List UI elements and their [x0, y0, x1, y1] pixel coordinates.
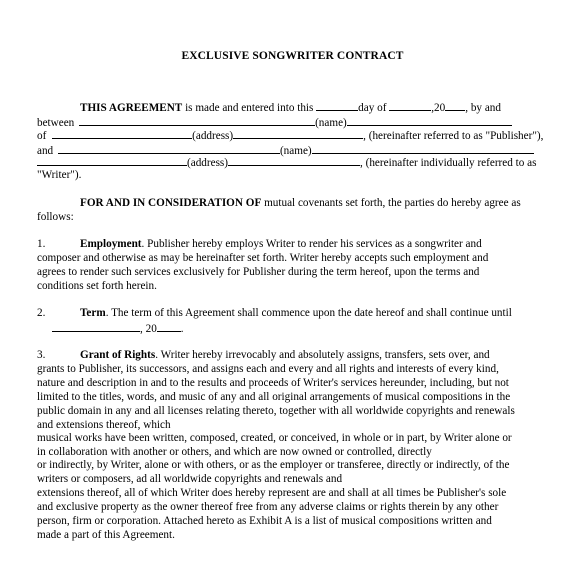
grant-line-11: extensions thereof, all of which Writer does hereby represent are and shall at all times be Publisher's sole: [37, 487, 507, 499]
employment-number: 1.: [37, 238, 46, 250]
publisher-address-blank[interactable]: [52, 128, 192, 139]
term-line-2: , 20 .: [52, 321, 184, 337]
term-text-1: . The term of this Agreement shall commence upon the date hereof and shall continue until: [105, 307, 512, 319]
grant-line-12: and exclusive property as the owner thereof free from any adverse claims or rights therein by any other: [37, 501, 499, 513]
grant-number: 3.: [37, 349, 46, 361]
grant-line-7: musical works have been written, composed, created, or conceived, in whole or in part, by Writer alone or: [37, 432, 512, 444]
writer-address-blank[interactable]: [228, 155, 360, 166]
of-label: of: [37, 130, 50, 142]
grant-line-3: nature and description in and to the results and proceeds of Writer's services hereunder, including, but not: [37, 377, 509, 389]
consideration-line-2: [37, 211, 74, 225]
name-label: (name): [315, 117, 347, 129]
grant-line-10: writers or composers, ad all worldwide copyrights and renewals and: [37, 473, 343, 485]
employment-text-1: . Publisher hereby employs Writer to render his services as a songwriter and: [141, 238, 482, 250]
grant-line-13: person, firm or corporation. Attached hereto as Exhibit A is a list of musical compositions written and: [37, 515, 492, 527]
term-line-1: [37, 307, 512, 321]
intro-text-4: , by and: [465, 102, 501, 114]
term-end-date-blank[interactable]: [52, 321, 140, 332]
publisher-reference: , (hereinafter referred to as "Publisher"),: [363, 130, 544, 142]
consideration-text-1: mutual covenants set forth, the parties do hereby agree as: [261, 197, 521, 209]
intro-line-3: [37, 128, 543, 144]
intro-line-5: [37, 155, 536, 171]
publisher-name-blank-2[interactable]: [347, 115, 512, 126]
year-blank[interactable]: [445, 100, 465, 111]
writer-end: "Writer").: [37, 169, 82, 181]
month-blank[interactable]: [389, 100, 431, 111]
writer-address-blank-lead[interactable]: [37, 155, 187, 166]
employment-line-3: agrees to render such services exclusively for Publisher during the term hereof, upon the terms and: [37, 266, 480, 278]
name-label-2: (name): [279, 145, 312, 157]
term-heading: Term: [80, 307, 106, 319]
writer-name-blank-2[interactable]: [312, 143, 534, 154]
intro-line-1: [80, 100, 501, 116]
grant-line-2: grants to Publisher, its successors, and assigns each and every and all rights and interests of every kind,: [37, 363, 499, 375]
grant-line-6: and extensions thereof, which: [37, 419, 171, 431]
employment-line-4: conditions set forth herein.: [37, 280, 157, 292]
grant-line-8: in collaboration with another or others, and which are now owned or controlled, directly: [37, 446, 432, 458]
grant-heading: Grant of Rights: [80, 349, 156, 361]
writer-reference: , (hereinafter individually referred to as: [360, 157, 537, 169]
intro-text-2: day of: [358, 102, 390, 114]
grant-line-14: made a part of this Agreement.: [37, 529, 175, 541]
address-label-2: (address): [187, 157, 229, 169]
term-end-year-blank[interactable]: [157, 321, 181, 332]
publisher-name-blank[interactable]: [79, 115, 315, 126]
consideration-text-2: follows:: [37, 211, 74, 223]
consideration-lead: FOR AND IN CONSIDERATION OF: [80, 197, 262, 209]
employment-line-1: [37, 238, 482, 252]
intro-text-3: ,20: [431, 102, 446, 114]
intro-line-6: [37, 169, 81, 183]
document-title: EXCLUSIVE SONGWRITER CONTRACT: [181, 50, 404, 62]
grant-line-5: public domain in any and all licenses relating thereto, together with all worldwide copyrights and renewals: [37, 405, 515, 417]
and-label: and: [37, 145, 56, 157]
grant-line-9: or indirectly, by Writer, alone or with others, or as the employer or transferee, directly or indirectly, of the: [37, 459, 510, 471]
address-label: (address): [192, 130, 234, 142]
consideration-line-1: [80, 197, 521, 211]
publisher-address-blank-2[interactable]: [233, 128, 363, 139]
grant-text-1: . Writer hereby irrevocably and absolutely assigns, transfers, sets over, and: [155, 349, 490, 361]
between-label: between: [37, 117, 78, 129]
intro-text-1: is made and entered into this: [182, 102, 317, 114]
grant-line-4: limited to the titles, words, and music of any and all original arrangements of musical compositions in the: [37, 391, 511, 403]
employment-heading: Employment: [80, 238, 142, 250]
term-text-2: , 20: [140, 323, 157, 335]
intro-lead: THIS AGREEMENT: [80, 102, 183, 114]
term-number: 2.: [37, 307, 46, 319]
employment-line-2: composer and otherwise as may be hereinafter set forth. Writer hereby accepts such employment and: [37, 252, 489, 264]
grant-line-1: [37, 349, 490, 363]
day-blank[interactable]: [316, 100, 358, 111]
writer-name-blank[interactable]: [58, 143, 280, 154]
